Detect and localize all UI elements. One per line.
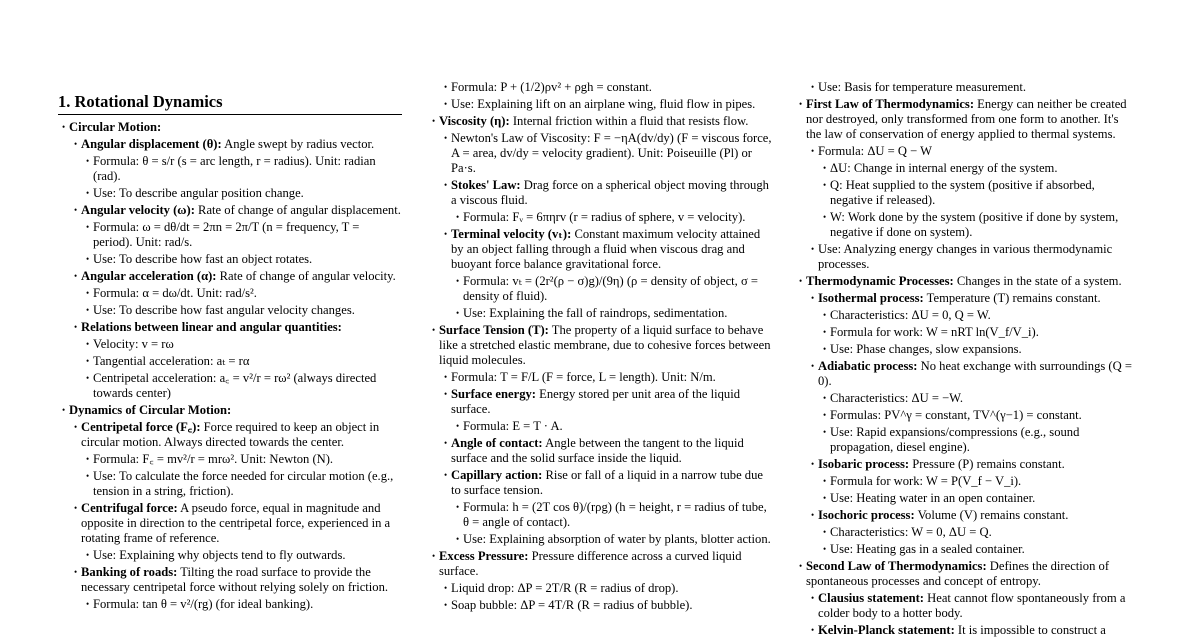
bullet-item — [795, 474, 1135, 489]
bullet-text: Formula: vₜ = (2r²(ρ − σ)g)/(9η) (ρ = density of object, σ = density of fluid). — [463, 274, 759, 303]
notes-list-middle — [428, 80, 773, 613]
bullet-item — [58, 452, 402, 467]
bullet-term: Isochoric process: — [818, 508, 915, 522]
bullet-item — [58, 501, 402, 546]
bullet-term: Excess Pressure: — [439, 549, 529, 563]
bullet-item — [795, 342, 1135, 357]
bullet-item — [795, 559, 1135, 589]
bullet-item — [795, 491, 1135, 506]
bullet-text: Tilting the road surface to provide the necessary centripetal force without relying solely on friction. — [81, 565, 389, 594]
bullet-text: Pressure difference across a curved liquid surface. — [439, 549, 742, 578]
bullet-item — [58, 469, 402, 499]
bullet-text: Formula: E = T · A. — [463, 419, 563, 433]
bullet-item — [795, 391, 1135, 406]
bullet-text: Formula: ΔU = Q − W — [818, 144, 933, 158]
bullet-text: Formula: θ = s/r (s = arc length, r = radius). Unit: radian (rad). — [93, 154, 376, 183]
bullet-item — [795, 623, 1135, 638]
bullet-text: Formulas: PV^γ = constant, TV^(γ−1) = constant. — [830, 408, 1082, 422]
bullet-item — [795, 274, 1135, 289]
bullet-item — [428, 80, 773, 95]
bullet-text: Newton's Law of Viscosity: F = −ηA(dv/dy) (F = viscous force, A = area, dv/dy = velocity gradient). Unit: Poiseuille (Pl) or Pa·s. — [451, 131, 772, 175]
bullet-text: Velocity: v = rω — [93, 337, 174, 351]
bullet-text: Use: To describe angular position change. — [93, 186, 304, 200]
bullet-text: Angle swept by radius vector. — [221, 137, 375, 151]
bullet-item — [58, 203, 402, 218]
bullet-term: Angular displacement (θ): — [81, 137, 222, 151]
bullet-item — [795, 325, 1135, 340]
bullet-text: Force required to keep an object in circular motion. Always directed towards the center. — [81, 420, 380, 449]
bullet-text: Use: Explaining lift on an airplane wing, fluid flow in pipes. — [451, 97, 756, 111]
bullet-text: Formula: α = dω/dt. Unit: rad/s². — [93, 286, 257, 300]
bullet-term: Kelvin-Planck statement: — [818, 623, 955, 637]
bullet-text: Use: Analyzing energy changes in various thermodynamic processes. — [818, 242, 1113, 271]
bullet-item — [428, 114, 773, 129]
bullet-item — [795, 80, 1135, 95]
column-left — [58, 92, 402, 614]
bullet-text: It is impossible to construct a — [954, 623, 1106, 637]
bullet-term: Surface Tension (T): — [439, 323, 549, 337]
bullet-term: Capillary action: — [451, 468, 543, 482]
bullet-item — [428, 210, 773, 225]
bullet-item — [428, 227, 773, 272]
bullet-term: Centrifugal force: — [81, 501, 178, 515]
bullet-text: Energy can neither be created nor destroyed, only transformed from one form to another. It's the law of conservation of energy applied to thermal systems. — [806, 97, 1127, 141]
bullet-term: Terminal velocity (vₜ): — [451, 227, 572, 241]
bullet-text: Formula: ω = dθ/dt = 2πn = 2π/T (n = frequency, T = period). Unit: rad/s. — [93, 220, 360, 249]
bullet-item — [58, 420, 402, 450]
bullet-item — [58, 565, 402, 595]
bullet-text: Use: Explaining absorption of water by plants, blotter action. — [463, 532, 771, 546]
bullet-item — [795, 525, 1135, 540]
bullet-term: Viscosity (η): — [439, 114, 510, 128]
bullet-text: Formula for work: W = nRT ln(V_f/V_i). — [830, 325, 1039, 339]
bullet-text: Liquid drop: ΔP = 2T/R (R = radius of drop). — [451, 581, 679, 595]
bullet-item — [428, 370, 773, 385]
bullet-text: Drag force on a spherical object moving through a viscous fluid. — [451, 178, 769, 207]
bullet-item — [428, 178, 773, 208]
bullet-item — [428, 274, 773, 304]
bullet-item — [428, 436, 773, 466]
bullet-item — [58, 548, 402, 563]
bullet-item — [795, 242, 1135, 272]
bullet-term: First Law of Thermodynamics: — [806, 97, 975, 111]
bullet-text: Formula: Fᵥ = 6πηrv (r = radius of sphere, v = velocity). — [463, 210, 746, 224]
bullet-item — [795, 178, 1135, 208]
bullet-text: Constant maximum velocity attained by an object falling through a fluid when viscous drag and buoyant force balance gravitational force. — [451, 227, 761, 271]
column-right — [795, 80, 1135, 640]
bullet-text: Rate of change of angular displacement. — [194, 203, 401, 217]
bullet-term: Centripetal force (F꜀): — [81, 420, 201, 434]
bullet-text: Use: To describe how fast an object rotates. — [93, 252, 313, 266]
bullet-term: Stokes' Law: — [451, 178, 521, 192]
bullet-text: Defines the direction of spontaneous processes and concept of entropy. — [806, 559, 1110, 588]
bullet-text: Use: To describe how fast angular velocity changes. — [93, 303, 355, 317]
bullet-text: Characteristics: ΔU = −W. — [830, 391, 964, 405]
bullet-text: Heat cannot flow spontaneously from a colder body to a hotter body. — [818, 591, 1126, 620]
notes-list-right — [795, 80, 1135, 638]
bullet-item — [795, 97, 1135, 142]
bullet-text: Formula: T = F/L (F = force, L = length). Unit: N/m. — [451, 370, 716, 384]
bullet-item — [795, 308, 1135, 323]
bullet-text: Formula: tan θ = v²/(rg) (for ideal banking). — [93, 597, 314, 611]
bullet-term: Dynamics of Circular Motion: — [69, 403, 232, 417]
bullet-term: Angular velocity (ω): — [81, 203, 195, 217]
bullet-item — [795, 144, 1135, 159]
bullet-text: Use: Explaining why objects tend to fly outwards. — [93, 548, 346, 562]
bullet-term: Banking of roads: — [81, 565, 178, 579]
bullet-text: Formula for work: W = P(V_f − V_i). — [830, 474, 1022, 488]
bullet-item — [795, 161, 1135, 176]
bullet-text: Formula: P + (1/2)ρv² + ρgh = constant. — [451, 80, 652, 94]
bullet-term: Circular Motion: — [69, 120, 162, 134]
bullet-item — [428, 97, 773, 112]
bullet-term: Thermodynamic Processes: — [806, 274, 954, 288]
bullet-text: A pseudo force, equal in magnitude and opposite in direction to the centripetal force, experienced in a rotating frame of reference. — [81, 501, 391, 545]
bullet-text: Energy stored per unit area of the liquid surface. — [451, 387, 740, 416]
bullet-item — [58, 269, 402, 284]
bullet-term: Clausius statement: — [818, 591, 924, 605]
bullet-text: Use: Heating gas in a sealed container. — [830, 542, 1025, 556]
bullet-item — [58, 220, 402, 250]
bullet-text: Characteristics: ΔU = 0, Q = W. — [830, 308, 991, 322]
bullet-item — [58, 371, 402, 401]
bullet-term: Isothermal process: — [818, 291, 924, 305]
bullet-item — [428, 387, 773, 417]
bullet-text: The property of a liquid surface to behave like a stretched elastic membrane, due to cohesive forces between liquid molecules. — [439, 323, 771, 367]
bullet-item — [58, 597, 402, 612]
bullet-item — [428, 532, 773, 547]
bullet-item — [795, 291, 1135, 306]
bullet-item — [58, 320, 402, 335]
bullet-text: No heat exchange with surroundings (Q = 0). — [818, 359, 1132, 388]
bullet-text: Formula: F꜀ = mv²/r = mrω². Unit: Newton (N). — [93, 452, 334, 466]
bullet-item — [428, 598, 773, 613]
bullet-text: Soap bubble: ΔP = 4T/R (R = radius of bubble). — [451, 598, 693, 612]
bullet-item — [795, 425, 1135, 455]
bullet-text: Use: Explaining the fall of raindrops, sedimentation. — [463, 306, 728, 320]
bullet-item — [428, 581, 773, 596]
bullet-item — [428, 306, 773, 321]
bullet-term: Angle of contact: — [451, 436, 543, 450]
bullet-item — [58, 252, 402, 267]
bullet-text: W: Work done by the system (positive if done by system, negative if done on system). — [830, 210, 1119, 239]
bullet-item — [795, 508, 1135, 523]
bullet-text: Use: To calculate the force needed for circular motion (e.g., tension in a string, friction). — [93, 469, 394, 498]
bullet-text: Use: Basis for temperature measurement. — [818, 80, 1027, 94]
bullet-text: Formula: h = (2T cos θ)/(rρg) (h = height, r = radius of tube, θ = angle of contact). — [463, 500, 767, 529]
bullet-item — [795, 457, 1135, 472]
bullet-item — [428, 323, 773, 368]
bullet-item — [58, 403, 402, 418]
bullet-item — [58, 286, 402, 301]
bullet-item — [795, 210, 1135, 240]
bullet-text: Rate of change of angular velocity. — [216, 269, 396, 283]
bullet-text: Characteristics: W = 0, ΔU = Q. — [830, 525, 992, 539]
bullet-term: Relations between linear and angular quantities: — [81, 320, 342, 334]
bullet-text: Volume (V) remains constant. — [914, 508, 1069, 522]
bullet-text: Rise or fall of a liquid in a narrow tube due to surface tension. — [451, 468, 763, 497]
bullet-item — [58, 154, 402, 184]
bullet-text: ΔU: Change in internal energy of the system. — [830, 161, 1058, 175]
bullet-text: Internal friction within a fluid that resists flow. — [509, 114, 749, 128]
bullet-term: Isobaric process: — [818, 457, 910, 471]
bullet-item — [58, 120, 402, 135]
bullet-term: Surface energy: — [451, 387, 536, 401]
bullet-item — [795, 542, 1135, 557]
bullet-text: Use: Rapid expansions/compressions (e.g., sound propagation, diesel engine). — [830, 425, 1080, 454]
bullet-text: Temperature (T) remains constant. — [923, 291, 1101, 305]
bullet-item — [795, 408, 1135, 423]
bullet-item — [58, 137, 402, 152]
bullet-item — [58, 303, 402, 318]
notes-list-left — [58, 120, 402, 612]
section-heading: 1. Rotational Dynamics — [58, 92, 402, 115]
bullet-text: Centripetal acceleration: a꜀ = v²/r = rω² (always directed towards center) — [93, 371, 377, 400]
bullet-item — [58, 337, 402, 352]
bullet-item — [428, 500, 773, 530]
bullet-item — [58, 186, 402, 201]
bullet-term: Angular acceleration (α): — [81, 269, 217, 283]
bullet-item — [428, 549, 773, 579]
bullet-text: Use: Heating water in an open container. — [830, 491, 1036, 505]
bullet-item — [428, 131, 773, 176]
bullet-item — [58, 354, 402, 369]
bullet-term: Second Law of Thermodynamics: — [806, 559, 987, 573]
bullet-text: Angle between the tangent to the liquid surface and the solid surface inside the liquid. — [451, 436, 744, 465]
bullet-item — [428, 419, 773, 434]
bullet-text: Changes in the state of a system. — [953, 274, 1122, 288]
bullet-text: Use: Phase changes, slow expansions. — [830, 342, 1022, 356]
bullet-text: Q: Heat supplied to the system (positive if absorbed, negative if released). — [830, 178, 1095, 207]
bullet-item — [428, 468, 773, 498]
bullet-text: Pressure (P) remains constant. — [909, 457, 1065, 471]
bullet-term: Adiabatic process: — [818, 359, 918, 373]
bullet-item — [795, 359, 1135, 389]
column-middle — [428, 80, 773, 615]
bullet-text: Tangential acceleration: aₜ = rα — [93, 354, 250, 368]
bullet-item — [795, 591, 1135, 621]
